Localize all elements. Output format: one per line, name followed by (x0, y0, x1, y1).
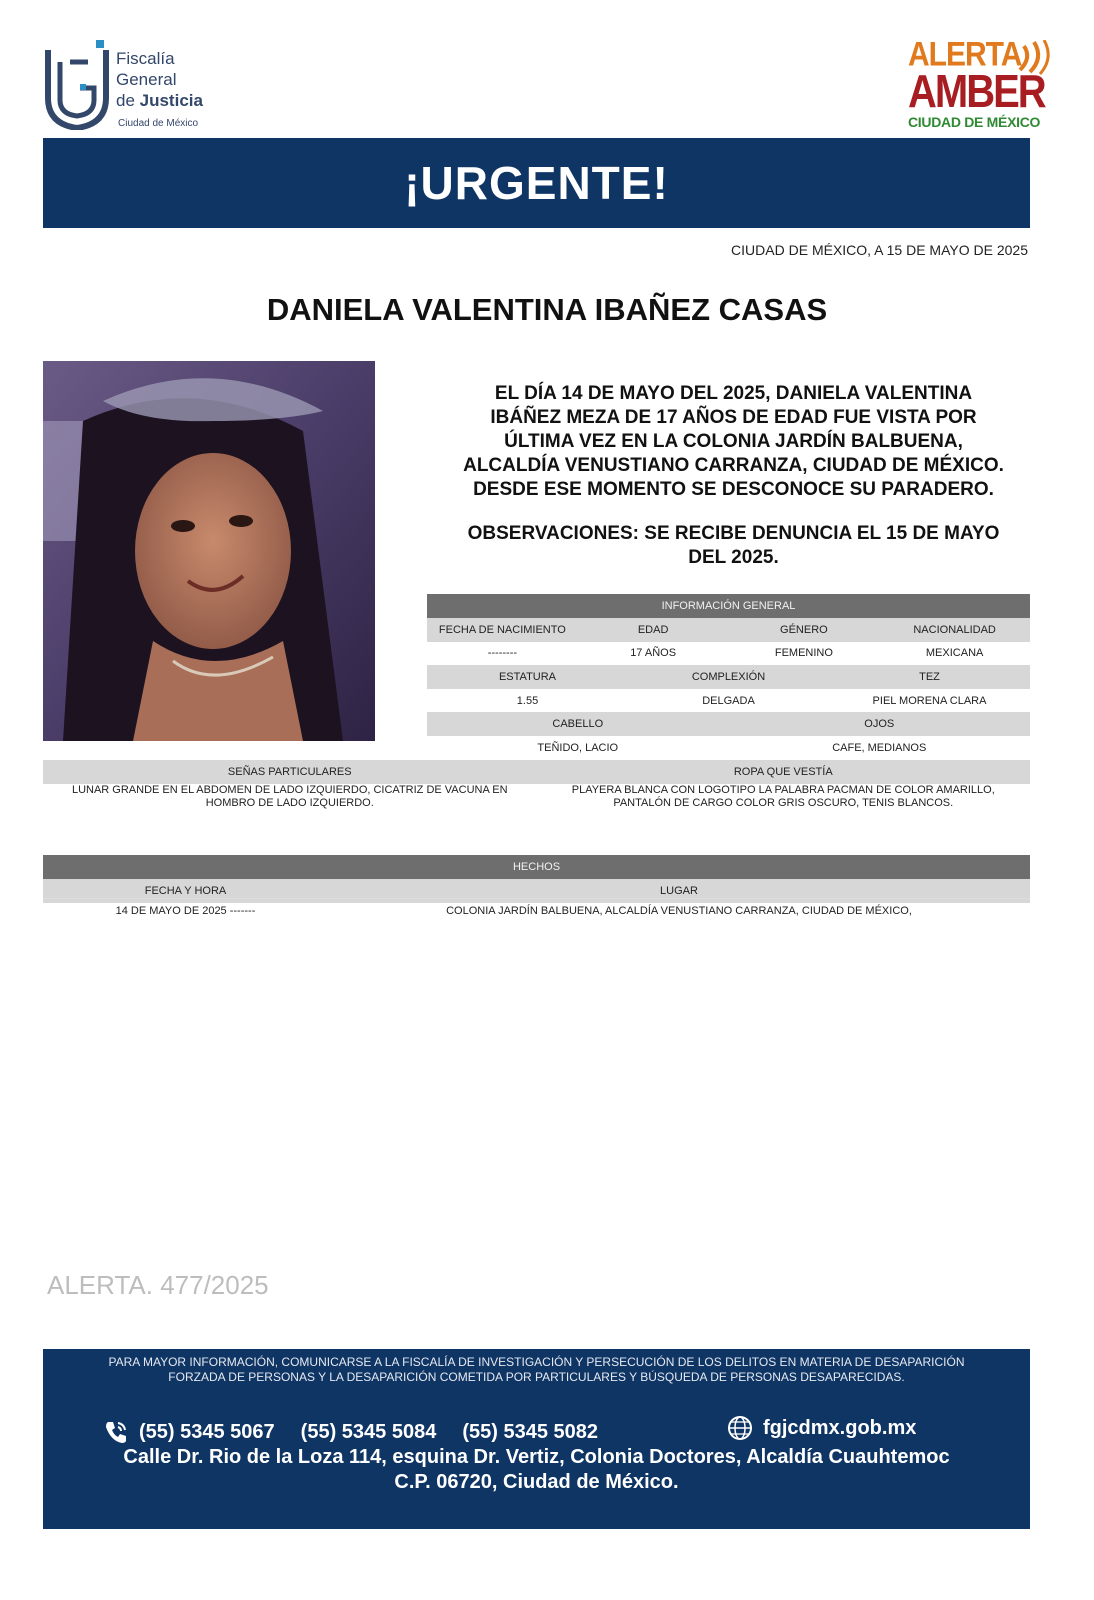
value-clothing: PLAYERA BLANCA CON LOGOTIPO LA PALABRA PACMAN DE COLOR AMARILLO, PANTALÓN DE CARGO COLOR GRIS OSCURO, TENIS BLANCOS. (571, 784, 995, 809)
value-complexion: PIEL MORENA CLARA (872, 695, 987, 707)
hechos-title-row (43, 855, 1030, 879)
footer-phones (103, 1419, 624, 1445)
amber-logo-line2: AMBER (908, 66, 1045, 118)
header-date-time: FECHA Y HORA (144, 885, 227, 897)
fgj-logo-city: Ciudad de México (118, 118, 199, 129)
footer-note: PARA MAYOR INFORMACIÓN, COMUNICARSE A LA FISCALÍA DE INVESTIGACIÓN Y PERSECUCIÓN DE LOS DELITOS EN MATERIA DE DESAPARICIÓN FORZADA DE PERSONAS Y LA DESAPARICIÓN COMETIDA POR PARTICULARES Y BÚSQUEDA DE PERSONAS DESAPARECIDAS. (108, 1355, 965, 1384)
fgj-logo (44, 40, 244, 132)
info-row3-headers (427, 712, 1030, 736)
disappearance-description: EL DÍA 14 DE MAYO DEL 2025, DANIELA VALENTINA IBÁÑEZ MEZA DE 17 AÑOS DE EDAD FUE VISTA POR ÚLTIMA VEZ EN LA COLONIA JARDÍN BALBUENA, ALCALDÍA VENUSTIANO CARRANZA, CIUDAD DE MÉXICO. DESDE ESE MOMENTO SE DESCONOCE SU PARADERO. (463, 383, 1004, 500)
header-hair: CABELLO (552, 718, 604, 730)
website-link[interactable]: fgjcdmx.gob.mx (763, 1416, 917, 1439)
info-row2-headers (427, 665, 1030, 689)
footer-address: Calle Dr. Rio de la Loza 114, esquina Dr. Vertiz, Colonia Doctores, Alcaldía Cuauhtemoc C.P. 06720, Ciudad de México. (123, 1446, 950, 1493)
info-title-row (427, 594, 1030, 618)
header-eyes: OJOS (864, 718, 895, 730)
signal-waves-icon (1018, 40, 1050, 76)
header-birthdate: FECHA DE NACIMIENTO (438, 624, 566, 636)
issue-date: CIUDAD DE MÉXICO, A 15 DE MAYO DE 2025 (731, 242, 1028, 258)
value-age: 17 AÑOS (630, 647, 677, 659)
hechos-title: HECHOS (512, 861, 561, 873)
info-row4-headers (43, 760, 1030, 784)
urgent-banner: ¡URGENTE! (43, 138, 1030, 228)
phone-icon (103, 1419, 129, 1445)
info-row1-values (427, 641, 1030, 665)
value-distinguishing-marks: LUNAR GRANDE EN EL ABDOMEN DE LADO IZQUIERDO, CICATRIZ DE VACUNA EN HOMBRO DE LADO IZQUIERDO. (71, 784, 508, 809)
header-gender: GÉNERO (780, 624, 828, 636)
hechos-values (43, 898, 1030, 922)
observations: OBSERVACIONES: SE RECIBE DENUNCIA EL 15 DE MAYO DEL 2025. (467, 523, 1000, 568)
globe-icon (727, 1415, 753, 1441)
header-age: EDAD (637, 624, 669, 636)
footer-website (727, 1415, 916, 1441)
value-date-time: 14 DE MAYO DE 2025 ------- (115, 905, 256, 917)
header-distinguishing-marks: SEÑAS PARTICULARES (227, 766, 352, 778)
fgj-logo-text: Fiscalía General de Justicia (116, 49, 203, 110)
info-title: INFORMACIÓN GENERAL (661, 600, 796, 612)
value-eyes: CAFE, MEDIANOS (832, 742, 927, 754)
alerta-amber-logo (908, 35, 1048, 134)
value-build: DELGADA (702, 695, 755, 707)
header-place: LUGAR (660, 885, 698, 897)
phone-number-3[interactable]: (55) 5345 5082 (462, 1420, 599, 1443)
header-nationality: NACIONALIDAD (913, 624, 996, 636)
value-height: 1.55 (516, 695, 539, 707)
header-complexion: TEZ (919, 671, 940, 683)
value-birthdate: -------- (487, 647, 518, 659)
person-name: DANIELA VALENTINA IBAÑEZ CASAS (266, 292, 828, 327)
value-hair: TEÑIDO, LACIO (537, 742, 619, 754)
person-photo (43, 361, 375, 741)
header-clothing: ROPA QUE VESTÍA (733, 766, 833, 778)
amber-logo-line3: CIUDAD DE MÉXICO (908, 114, 1041, 130)
header-build: COMPLEXIÓN (691, 671, 766, 683)
amber-logo-line1: ALERTA (908, 35, 1022, 74)
info-row2-values (427, 689, 1030, 713)
phone-number-1[interactable]: (55) 5345 5067 (139, 1420, 275, 1443)
info-row4-values (43, 784, 1030, 810)
header-height: ESTATURA (498, 671, 557, 683)
value-gender: FEMENINO (774, 647, 833, 659)
info-row1-headers (427, 618, 1030, 642)
info-row3-values (427, 736, 1030, 760)
footer (43, 1349, 1030, 1529)
fgj-emblem-icon (44, 40, 110, 130)
value-nationality: MEXICANA (925, 647, 984, 659)
phone-number-2[interactable]: (55) 5345 5084 (300, 1420, 437, 1443)
value-place: COLONIA JARDÍN BALBUENA, ALCALDÍA VENUSTIANO CARRANZA, CIUDAD DE MÉXICO, (446, 905, 912, 917)
alert-number: ALERTA. 477/2025 (47, 1270, 269, 1300)
